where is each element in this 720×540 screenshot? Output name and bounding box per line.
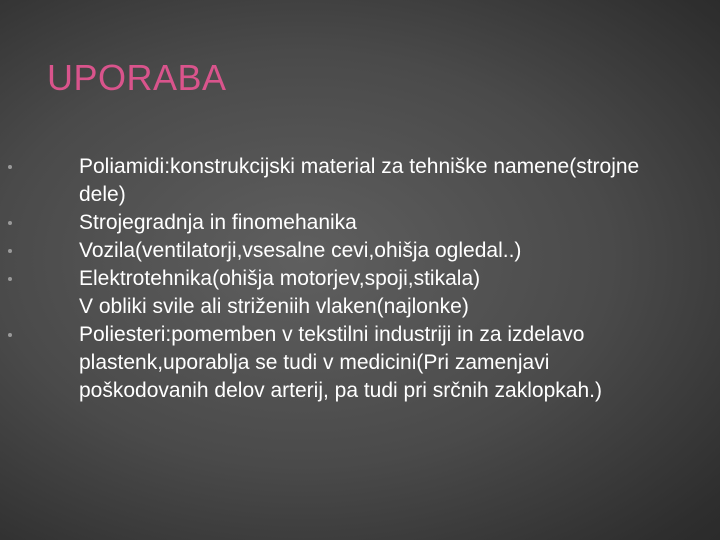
bullet-item-poliamidi: Poliamidi:konstrukcijski material za tehniške namene(strojne dele) bbox=[79, 153, 679, 209]
bullet-item-vozila: Vozila(ventilatorji,vsesalne cevi,ohišja ogledal..) bbox=[79, 237, 679, 265]
bullet-item-poliesteri: Poliesteri:pomemben v tekstilni industriji in za izdelavo plastenk,uporablja se tudi v medicini(Pri zamenjavi poškodovanih delov arterij, pa tudi pri srčnih zaklopkah.) bbox=[79, 321, 679, 405]
bullet-item-svila: V obliki svile ali striženiih vlaken(najlonke) bbox=[79, 295, 469, 318]
slide-title: UPORABA bbox=[47, 57, 227, 98]
bullet-item-strojegradnja: Strojegradnja in finomehanika bbox=[79, 209, 679, 237]
bullet-item-elektrotehnika: Elektrotehnika(ohišja motorjev,spoji,stikala) bbox=[79, 265, 679, 293]
bullet-list bbox=[79, 153, 679, 405]
